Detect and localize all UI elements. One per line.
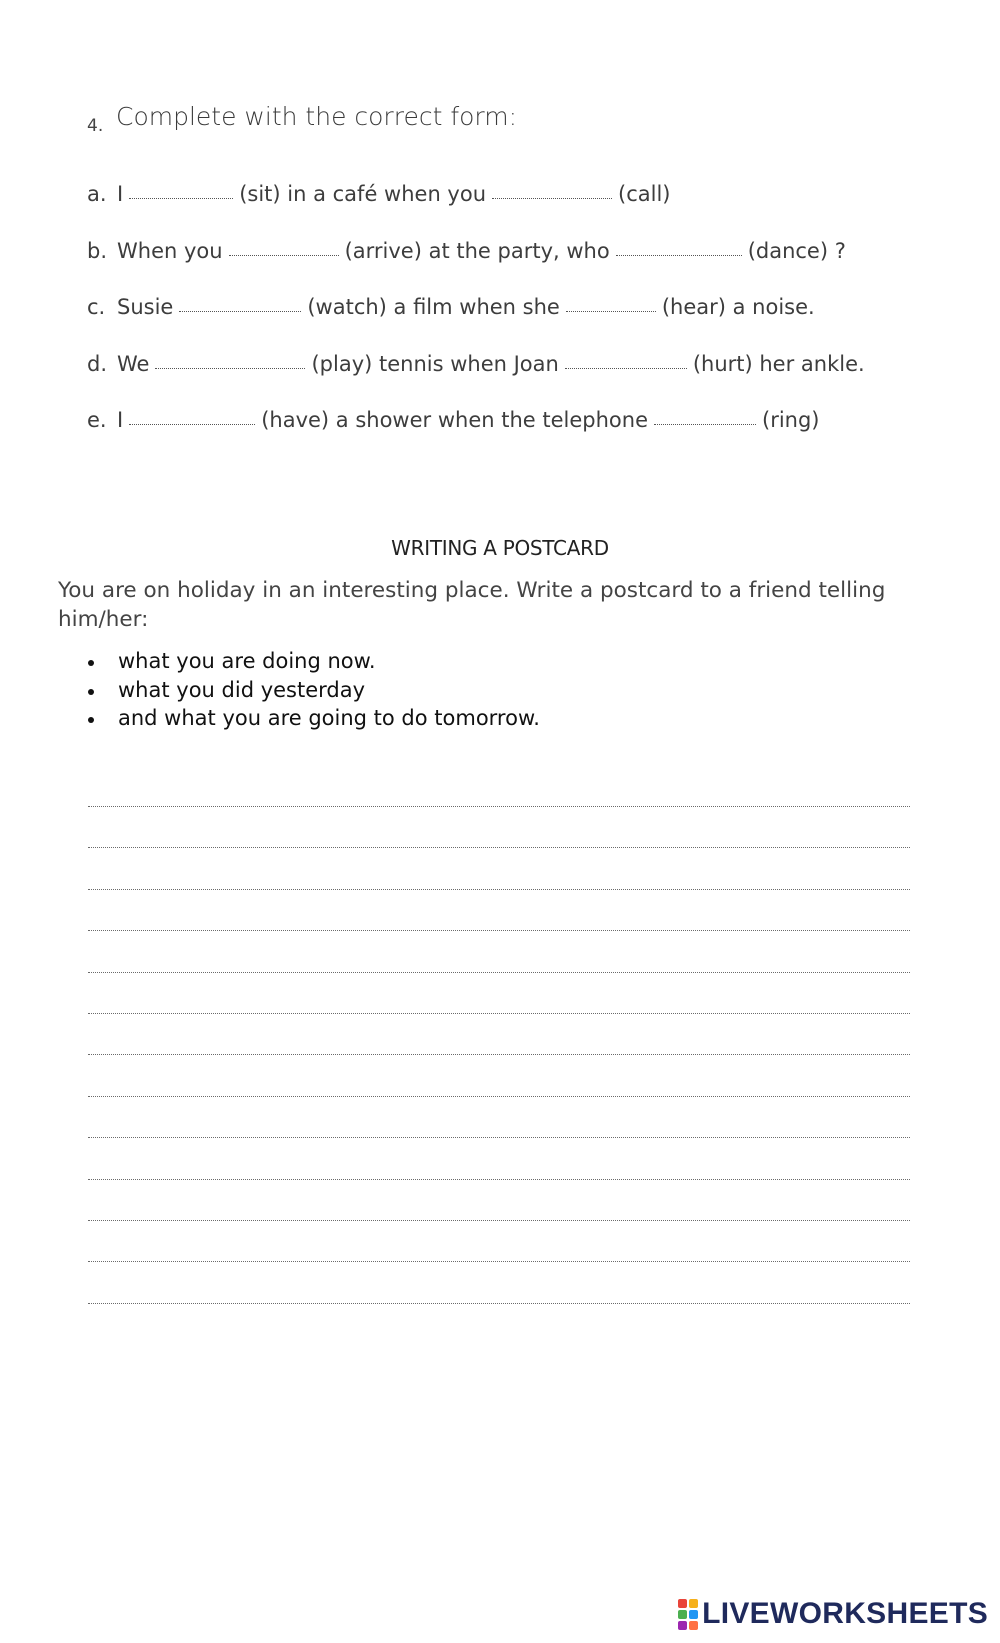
blank-1[interactable] [129,423,255,425]
item-letter: c. [87,295,106,319]
answer-line[interactable] [88,1303,910,1304]
blank-1[interactable] [129,197,233,199]
logo-square-icon [678,1599,687,1608]
item-letter: a. [87,182,107,206]
item-text: (hurt) her ankle. [692,352,865,376]
brand-name: LIVEWORKSHEETS [702,1597,988,1630]
item-text: (call) [618,182,671,206]
blank-2[interactable] [565,367,687,369]
blank-2[interactable] [654,423,756,425]
exercise-item-c [87,295,815,319]
logo-square-icon [689,1610,698,1619]
item-text: (play) tennis when Joan [311,352,559,376]
item-text: (have) a shower when the telephone [261,408,648,432]
blank-2[interactable] [566,310,656,312]
answer-line[interactable] [88,1179,910,1180]
item-text: (hear) a noise. [661,295,815,319]
item-letter: e. [87,408,107,432]
logo-square-icon [678,1610,687,1619]
item-text: When you [117,239,223,263]
item-text: I [117,182,124,206]
answer-line[interactable] [88,1220,910,1221]
item-letter: d. [87,352,108,376]
blank-1[interactable] [155,367,305,369]
logo-square-icon [678,1621,687,1630]
blank-1[interactable] [179,310,301,312]
bullet-text: what you are doing now. [118,649,376,673]
item-text: We [117,352,150,376]
answer-line[interactable] [88,889,910,890]
answer-line[interactable] [88,972,910,973]
writing-intro: You are on holiday in an interesting place. Write a postcard to a friend telling him/her: [58,578,886,632]
blank-1[interactable] [229,254,339,256]
bullet-dot-icon [88,689,94,695]
item-text: (watch) a film when she [307,295,560,319]
answer-line[interactable] [88,1261,910,1262]
logo-square-icon [689,1621,698,1630]
answer-line[interactable] [88,806,910,807]
bullet-item [88,704,540,733]
brand-footer [678,1594,988,1634]
writing-title: WRITING A POSTCARD [391,536,609,560]
item-text: I [117,408,124,432]
answer-line[interactable] [88,847,910,848]
item-text: Susie [117,295,174,319]
bullet-text: what you did yesterday [118,677,366,702]
exercise-number: 4. [87,116,104,136]
item-text: (ring) [762,408,820,432]
blank-2[interactable] [492,197,612,199]
item-letter: b. [87,239,108,263]
bullet-item [88,676,540,705]
answer-line[interactable] [88,1096,910,1097]
answer-line[interactable] [88,930,910,931]
logo-square-icon [689,1599,698,1608]
writing-bullet-list [88,647,540,733]
liveworksheets-logo-icon [678,1599,698,1630]
answer-line[interactable] [88,1054,910,1055]
bullet-dot-icon [88,660,94,666]
bullet-item [88,647,540,676]
item-text: (sit) in a café when you [239,182,487,206]
item-text: (arrive) at the party, who [344,239,610,263]
exercise-item-a [87,182,671,206]
exercise-instruction: Complete with the correct form: [116,102,518,131]
bullet-text: and what you are going to do tomorrow. [118,706,540,730]
answer-line[interactable] [88,1013,910,1014]
exercise-item-d [87,352,865,376]
exercise-item-e [87,408,820,432]
item-text: (dance) ? [747,239,846,263]
answer-line[interactable] [88,1137,910,1138]
blank-2[interactable] [616,254,742,256]
bullet-dot-icon [88,717,94,723]
exercise-item-b [87,239,846,263]
